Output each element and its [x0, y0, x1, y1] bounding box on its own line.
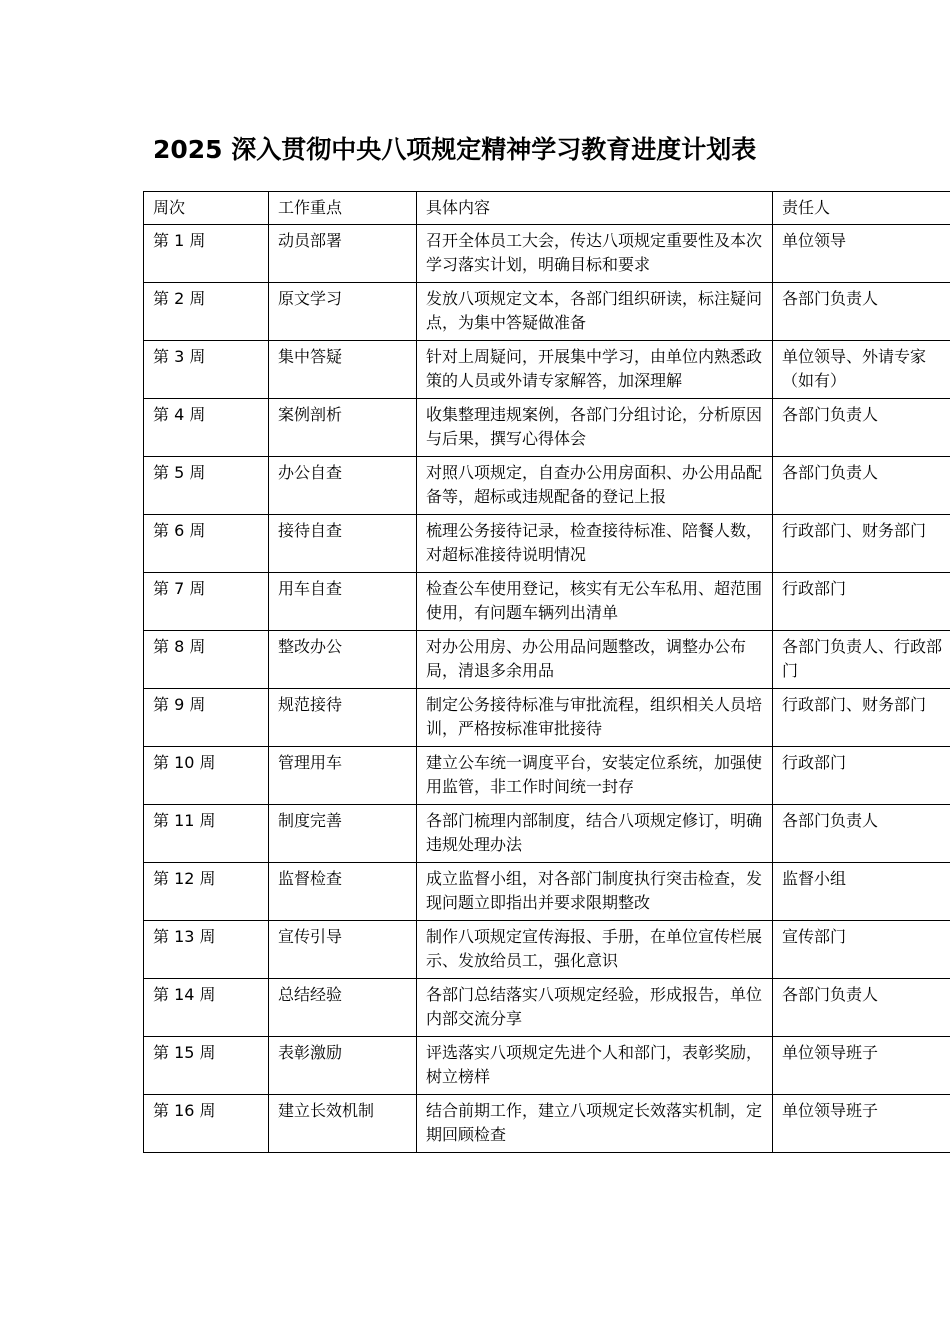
cell-owner: 各部门负责人、行政部门 — [773, 630, 950, 688]
cell-content: 制定公务接待标准与审批流程，组织相关人员培训，严格按标准审批接待 — [417, 688, 773, 746]
table-header-row — [144, 192, 950, 225]
cell-content: 成立监督小组，对各部门制度执行突击检查，发现问题立即指出并要求限期整改 — [417, 862, 773, 920]
cell-content: 针对上周疑问，开展集中学习，由单位内熟悉政策的人员或外请专家解答，加深理解 — [417, 340, 773, 398]
table-row — [144, 746, 950, 804]
cell-week: 第 13 周 — [144, 920, 269, 978]
table-row — [144, 572, 950, 630]
table-row — [144, 282, 950, 340]
cell-week: 第 16 周 — [144, 1094, 269, 1152]
table-row — [144, 804, 950, 862]
table-row — [144, 688, 950, 746]
cell-owner: 宣传部门 — [773, 920, 950, 978]
table-row — [144, 456, 950, 514]
table-row — [144, 862, 950, 920]
cell-focus: 表彰激励 — [269, 1036, 417, 1094]
cell-focus: 办公自查 — [269, 456, 417, 514]
cell-content: 对办公用房、办公用品问题整改，调整办公布局，清退多余用品 — [417, 630, 773, 688]
cell-owner: 各部门负责人 — [773, 804, 950, 862]
cell-content: 结合前期工作，建立八项规定长效落实机制，定期回顾检查 — [417, 1094, 773, 1152]
cell-week: 第 6 周 — [144, 514, 269, 572]
cell-owner: 单位领导班子 — [773, 1036, 950, 1094]
cell-content: 对照八项规定，自查办公用房面积、办公用品配备等，超标或违规配备的登记上报 — [417, 456, 773, 514]
cell-content: 检查公车使用登记，核实有无公车私用、超范围使用，有问题车辆列出清单 — [417, 572, 773, 630]
table-row — [144, 398, 950, 456]
cell-focus: 规范接待 — [269, 688, 417, 746]
cell-focus: 整改办公 — [269, 630, 417, 688]
cell-week: 第 7 周 — [144, 572, 269, 630]
cell-week: 第 9 周 — [144, 688, 269, 746]
cell-week: 第 15 周 — [144, 1036, 269, 1094]
cell-content: 各部门梳理内部制度，结合八项规定修订，明确违规处理办法 — [417, 804, 773, 862]
header-owner: 责任人 — [773, 192, 950, 225]
table-row — [144, 920, 950, 978]
cell-owner: 监督小组 — [773, 862, 950, 920]
table-row — [144, 1094, 950, 1152]
cell-week: 第 14 周 — [144, 978, 269, 1036]
cell-focus: 集中答疑 — [269, 340, 417, 398]
table-row — [144, 1036, 950, 1094]
cell-week: 第 5 周 — [144, 456, 269, 514]
cell-owner: 各部门负责人 — [773, 398, 950, 456]
cell-focus: 管理用车 — [269, 746, 417, 804]
cell-owner: 单位领导班子 — [773, 1094, 950, 1152]
cell-focus: 原文学习 — [269, 282, 417, 340]
cell-owner: 行政部门、财务部门 — [773, 514, 950, 572]
cell-owner: 单位领导 — [773, 224, 950, 282]
cell-content: 各部门总结落实八项规定经验，形成报告，单位内部交流分享 — [417, 978, 773, 1036]
cell-owner: 单位领导、外请专家（如有） — [773, 340, 950, 398]
cell-owner: 行政部门 — [773, 746, 950, 804]
table-row — [144, 978, 950, 1036]
cell-content: 梳理公务接待记录，检查接待标准、陪餐人数，对超标准接待说明情况 — [417, 514, 773, 572]
table-row — [144, 340, 950, 398]
cell-content: 召开全体员工大会，传达八项规定重要性及本次学习落实计划，明确目标和要求 — [417, 224, 773, 282]
page-title: 2025 深入贯彻中央八项规定精神学习教育进度计划表 — [153, 135, 757, 164]
cell-focus: 动员部署 — [269, 224, 417, 282]
cell-week: 第 10 周 — [144, 746, 269, 804]
cell-week: 第 2 周 — [144, 282, 269, 340]
cell-focus: 监督检查 — [269, 862, 417, 920]
cell-focus: 接待自查 — [269, 514, 417, 572]
cell-owner: 各部门负责人 — [773, 978, 950, 1036]
cell-focus: 制度完善 — [269, 804, 417, 862]
table-row — [144, 514, 950, 572]
cell-content: 评选落实八项规定先进个人和部门，表彰奖励，树立榜样 — [417, 1036, 773, 1094]
header-week: 周次 — [144, 192, 269, 225]
cell-week: 第 3 周 — [144, 340, 269, 398]
cell-focus: 总结经验 — [269, 978, 417, 1036]
cell-content: 制作八项规定宣传海报、手册，在单位宣传栏展示、发放给员工，强化意识 — [417, 920, 773, 978]
cell-owner: 行政部门、财务部门 — [773, 688, 950, 746]
table-row — [144, 224, 950, 282]
header-content: 具体内容 — [417, 192, 773, 225]
cell-owner: 各部门负责人 — [773, 456, 950, 514]
cell-owner: 行政部门 — [773, 572, 950, 630]
cell-focus: 案例剖析 — [269, 398, 417, 456]
cell-content: 发放八项规定文本，各部门组织研读，标注疑问点，为集中答疑做准备 — [417, 282, 773, 340]
cell-week: 第 11 周 — [144, 804, 269, 862]
cell-content: 收集整理违规案例，各部门分组讨论，分析原因与后果，撰写心得体会 — [417, 398, 773, 456]
cell-week: 第 1 周 — [144, 224, 269, 282]
cell-week: 第 4 周 — [144, 398, 269, 456]
table-row — [144, 630, 950, 688]
cell-week: 第 12 周 — [144, 862, 269, 920]
cell-focus: 用车自查 — [269, 572, 417, 630]
cell-focus: 建立长效机制 — [269, 1094, 417, 1152]
cell-focus: 宣传引导 — [269, 920, 417, 978]
header-focus: 工作重点 — [269, 192, 417, 225]
cell-owner: 各部门负责人 — [773, 282, 950, 340]
schedule-table — [143, 191, 950, 1153]
cell-week: 第 8 周 — [144, 630, 269, 688]
cell-content: 建立公车统一调度平台，安装定位系统，加强使用监管，非工作时间统一封存 — [417, 746, 773, 804]
